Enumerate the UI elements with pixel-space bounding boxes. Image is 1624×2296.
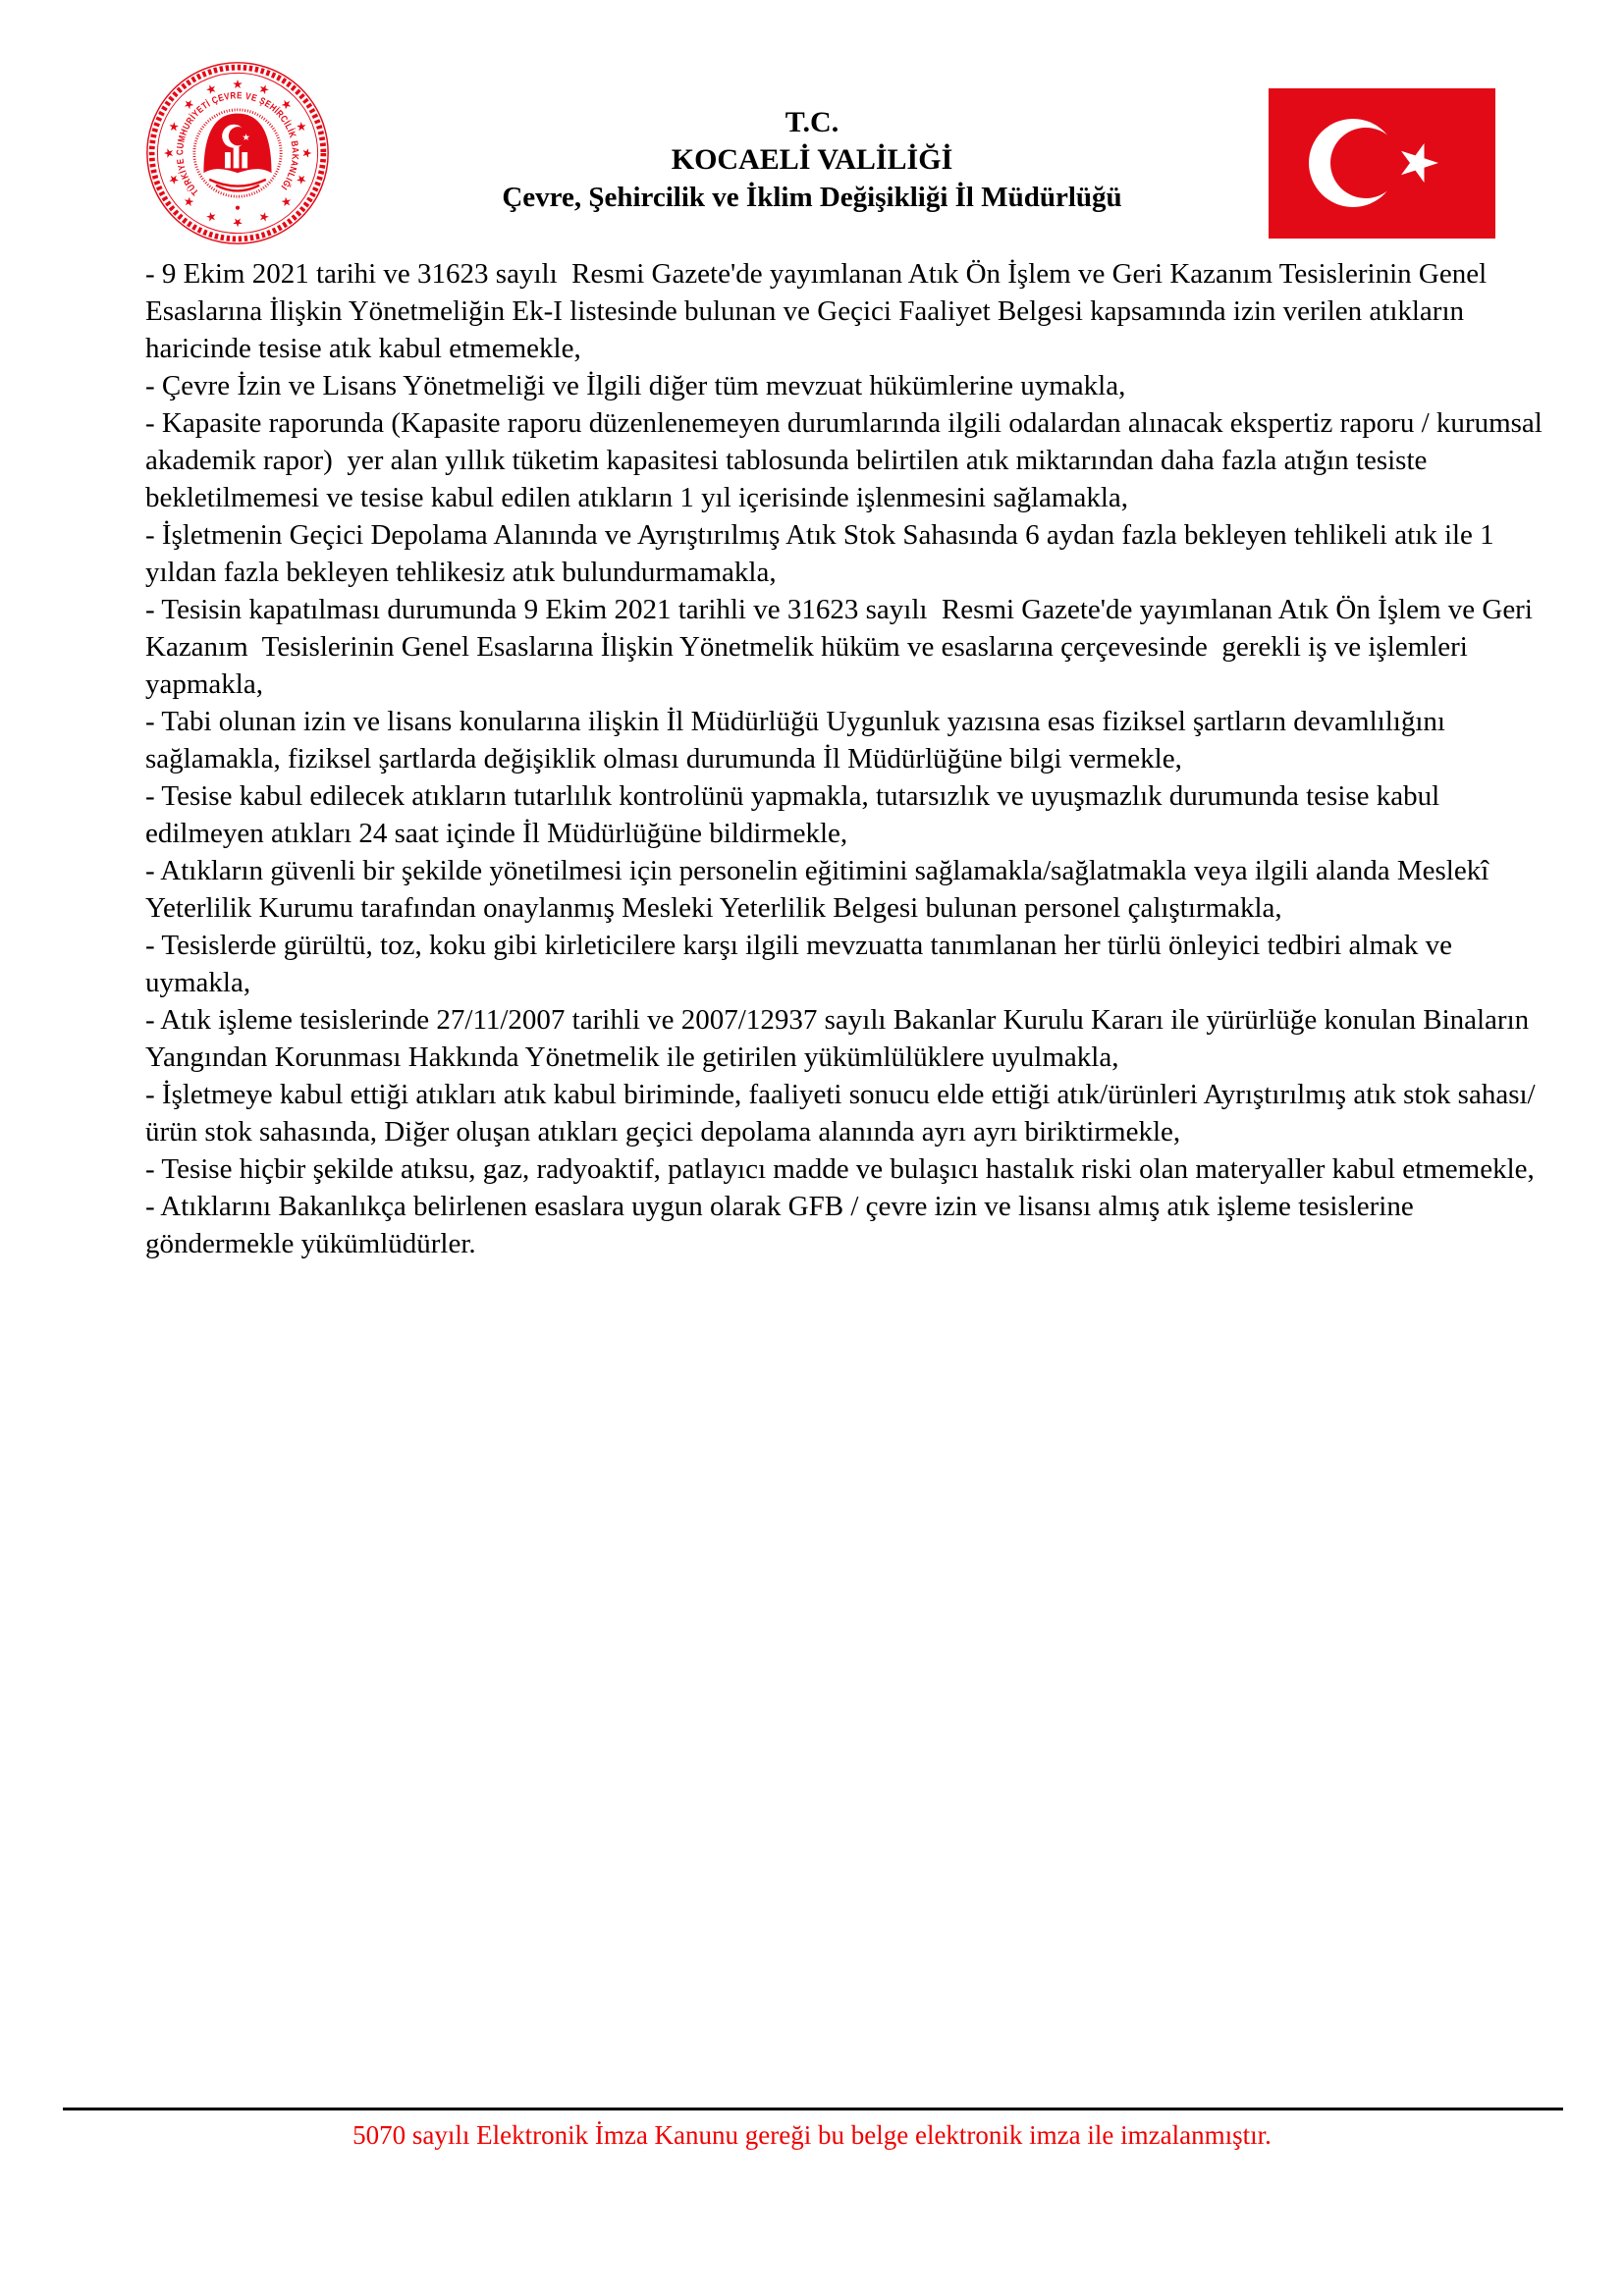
obligation-item: - Atıklarını Bakanlıkça belirlenen esaslara uygun olarak GFB / çevre izin ve lisansı almış atık işleme tesislerine göndermekle yükümlüdürler.	[145, 1191, 1421, 1259]
obligation-item: - İşletmenin Geçici Depolama Alanında ve Ayrıştırılmış Atık Stok Sahasında 6 aydan fazla bekleyen tehlikeli atık ile 1 yıldan fazla bekleyen tehlikesiz atık bulundurmamakla,	[145, 519, 1501, 588]
obligations-list	[145, 255, 1550, 1262]
svg-text:★: ★	[277, 192, 297, 212]
obligation-item: - Tesisin kapatılması durumunda 9 Ekim 2021 tarihli ve 31623 sayılı Resmi Gazete'de yayımlanan Atık Ön İşlem ve Geri Kazanım Tesislerinin Genel Esaslarına İlişkin Yönetmelik hüküm ve esaslarına çerçevesinde gerekli iş ve işlemleri yapmakla,	[145, 594, 1541, 700]
obligation-item: - Atıkların güvenli bir şekilde yönetilmesi için personelin eğitimini sağlamakla/sağlatmakla veya ilgili alanda Meslekî Yeterlilik Kurumu tarafından onaylanmış Mesleki Yeterlilik Belgesi bulunan personel çalıştırmakla,	[145, 855, 1495, 924]
seal-star-icon: ★	[242, 133, 250, 144]
obligation-item: - İşletmeye kabul ettiği atıkları atık kabul biriminde, faaliyeti sonucu elde ettiği atık/ürünleri Ayrıştırılmış atık stok sahası/ürün stok sahasında, Diğer oluşan atıkları geçici depolama alanında ayrı ayrı biriktirmekle,	[145, 1079, 1536, 1148]
svg-text:★: ★	[256, 208, 273, 227]
obligation-item: - Tesise hiçbir şekilde atıksu, gaz, radyoaktif, patlayıcı madde ve bulaşıcı hastalık riski olan materyaller kabul etmemekle,	[145, 1153, 1535, 1185]
obligation-item: - Çevre İzin ve Lisans Yönetmeliği ve İlgili diğer tüm mevzuat hükümlerine uymakla,	[145, 370, 1126, 401]
obligation-item: - 9 Ekim 2021 tarihi ve 31623 sayılı Resmi Gazete'de yayımlanan Atık Ön İşlem ve Geri Kazanım Tesislerinin Genel Esaslarına İlişkin Yönetmeliğin Ek-I listesinde bulunan ve Geçici Faaliyet Belgesi kapsamında izin verilen atıkların haricinde tesise atık kabul etmemekle,	[145, 258, 1494, 364]
obligation-item: - Tesise kabul edilecek atıkların tutarlılık kontrolünü yapmakla, tutarsızlık ve uyuşmazlık durumunda tesise kabul edilmeyen atıkları 24 saat içinde İl Müdürlüğüne bildirmekle,	[145, 780, 1447, 849]
svg-text:★: ★	[164, 118, 183, 134]
svg-text:★: ★	[232, 215, 244, 231]
obligation-item: - Tabi olunan izin ve lisans konularına ilişkin İl Müdürlüğü Uygunluk yazısına esas fiziksel şartların devamlılığını sağlamakla, fiziksel şartlarda değişiklik olması durumunda İl Müdürlüğüne bilgi vermekle,	[145, 706, 1453, 774]
svg-text:★: ★	[232, 76, 244, 91]
svg-text:★: ★	[202, 80, 219, 98]
svg-text:★: ★	[293, 172, 311, 188]
directorate-subtitle: Çevre, Şehircilik ve İklim Değişikliği İl Müdürlüğü	[502, 182, 1122, 213]
svg-text:★: ★	[202, 208, 219, 227]
seal-circular-text: TÜRKİYE CUMHURİYETİ ÇEVRE VE ŞEHİRCİLİK BAKANLIĞI	[175, 90, 300, 197]
svg-text:★: ★	[293, 118, 311, 134]
e-signature-note: 5070 sayılı Elektronik İmza Kanunu gereği bu belge elektronik imza ile imzalanmıştır.	[352, 2120, 1272, 2150]
svg-text:★: ★	[277, 94, 297, 114]
obligation-item: - Kapasite raporunda (Kapasite raporu düzenlenemeyen durumlarında ilgili odalardan alınacak ekspertiz raporu / kurumsal akademik rapor) yer alan yıllık tüketim kapasitesi tablosunda belirtilen atık miktarından daha fazla atığın tesiste bekletilmemesi ve tesise kabul edilen atıkların 1 yıl içerisinde işlenmesini sağlamakla,	[145, 407, 1550, 513]
svg-text:★: ★	[179, 192, 198, 212]
svg-text:★: ★	[299, 147, 315, 159]
obligation-item: - Tesislerde gürültü, toz, koku gibi kirleticilere karşı ilgili mevzuatta tanımlanan her türlü önleyici tedbiri almak ve uymakla,	[145, 930, 1460, 998]
turkish-flag-svg	[1269, 88, 1495, 239]
svg-text:★: ★	[160, 147, 176, 159]
svg-text:★: ★	[179, 94, 198, 114]
obligation-item: - Atık işleme tesislerinde 27/11/2007 tarihli ve 2007/12937 sayılı Bakanlar Kurulu Kararı ile yürürlüğe konulan Binaların Yangından Korunması Hakkında Yönetmelik ile getirilen yükümlülüklere uyulmakla,	[145, 1004, 1536, 1073]
governorship-title: KOCAELİ VALİLİĞİ	[671, 143, 953, 176]
turkish-flag-icon	[1269, 88, 1495, 239]
svg-text:★: ★	[256, 80, 273, 98]
footer-divider	[63, 2108, 1563, 2110]
svg-text:★: ★	[164, 172, 183, 188]
republic-title: T.C.	[785, 106, 839, 138]
